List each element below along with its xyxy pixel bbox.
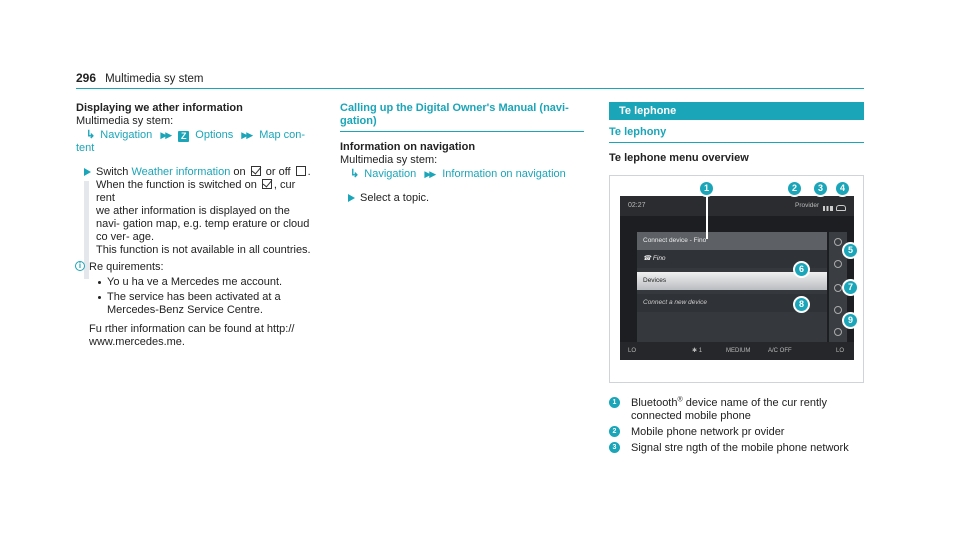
- info-nav-step: [340, 192, 584, 205]
- keypad-icon: [834, 306, 842, 314]
- search-icon: [834, 238, 842, 246]
- display-screen: [620, 196, 854, 360]
- handset-icon: [834, 260, 842, 268]
- checkbox-on-icon: [251, 166, 261, 176]
- status-bar: [620, 196, 854, 216]
- legend: [609, 397, 864, 455]
- path-arrow-icon: ↳: [350, 168, 360, 180]
- callout-3: 3: [812, 180, 829, 197]
- callout-7: 7: [842, 279, 859, 296]
- legend-text: device name of the cur rently connected mobile phone: [631, 397, 827, 422]
- step-text: on: [230, 166, 249, 178]
- menu-title: Connect device - Fino: [637, 232, 827, 250]
- step-text: Select a topic.: [360, 192, 430, 204]
- callout-6: 6: [793, 261, 810, 278]
- path-information-on-navigation[interactable]: Information on navigation: [442, 168, 566, 180]
- menu-item-label: Fino: [652, 255, 666, 262]
- weather-menu-path: [76, 128, 314, 143]
- signal-icon: [823, 206, 833, 211]
- weather-step: [76, 166, 314, 257]
- page-number: 296: [76, 71, 97, 85]
- callout-5: 5: [842, 242, 859, 259]
- callout-8: 8: [793, 296, 810, 313]
- provider-label: Provider: [795, 202, 820, 209]
- step-text: Switch: [96, 166, 132, 178]
- ac-status: A/C OFF: [768, 348, 792, 354]
- section-rule: [340, 131, 584, 132]
- legend-text: Signal stre ngth of the mobile phone network: [631, 442, 849, 454]
- section-title: Multimedia sy stem: [105, 73, 204, 85]
- step-arrow-icon: [348, 194, 355, 202]
- weather-heading: Displaying we ather information: [76, 102, 243, 114]
- checkbox-off-icon: [296, 166, 306, 176]
- path-map-content-cont[interactable]: tent: [76, 142, 95, 154]
- blower-setting: MEDIUM: [726, 348, 751, 354]
- info-icon: i: [75, 261, 85, 271]
- legend-item: [609, 426, 864, 439]
- step-text: When the function is switched on: [96, 179, 260, 191]
- legend-badge: 1: [609, 397, 620, 408]
- telephony-heading: Te lephony: [609, 126, 667, 138]
- registered-mark: ®: [677, 396, 683, 404]
- legend-item: [609, 442, 864, 455]
- list-item: Yo u ha ve a Mercedes me account.: [76, 276, 314, 289]
- settings-icon: [834, 328, 842, 336]
- info-nav-heading: Information on navigation: [340, 141, 476, 153]
- telephone-menu: [637, 232, 827, 342]
- step-text: .: [307, 166, 311, 178]
- weather-intro: Multimedia sy stem:: [76, 115, 174, 127]
- owners-manual-section: [340, 102, 584, 205]
- header-rule: [76, 88, 864, 89]
- telephone-screenshot: [609, 175, 864, 383]
- requirements: [76, 261, 314, 274]
- menu-item-devices[interactable]: Devices: [637, 272, 827, 290]
- weather-information-link[interactable]: Weather information: [131, 166, 231, 178]
- step-note: This function is not available in all countries.: [96, 244, 311, 256]
- callout-line: [706, 194, 708, 239]
- climate-left: LO: [628, 348, 637, 354]
- owners-manual-heading: Calling up the Digital Owner's Manual (navi‐ gation): [340, 102, 569, 127]
- path-arrow-icon: ↳: [86, 129, 96, 141]
- step-text: , cur rent: [96, 179, 296, 204]
- phone-icon: ☎: [643, 255, 653, 262]
- contacts-icon: [834, 284, 842, 292]
- options-icon: Z: [178, 131, 189, 142]
- telephone-section: [609, 102, 864, 455]
- menu-item-connect-new[interactable]: Connect a new device: [637, 294, 827, 312]
- climate-right: LO: [836, 348, 845, 354]
- car-icon: [836, 205, 846, 211]
- step-text: or off: [262, 166, 294, 178]
- legend-text: Mobile phone network pr ovider: [631, 426, 785, 438]
- double-chevron-icon: ▶▶: [424, 169, 435, 179]
- callout-1: 1: [698, 180, 715, 197]
- double-chevron-icon: ▶▶: [160, 130, 171, 140]
- checkbox-on-icon: [262, 179, 272, 189]
- path-options[interactable]: Options: [195, 129, 234, 141]
- further-info: Fu rther information can be found at http:// www.mercedes.me.: [89, 323, 295, 348]
- callout-9: 9: [842, 312, 859, 329]
- callout-2: 2: [786, 180, 803, 197]
- legend-badge: 3: [609, 442, 620, 453]
- requirements-label: Re quirements:: [89, 261, 164, 273]
- step-arrow-icon: [84, 168, 91, 176]
- path-navigation[interactable]: Navigation: [100, 129, 153, 141]
- weather-section: [76, 102, 314, 349]
- path-navigation[interactable]: Navigation: [364, 168, 417, 180]
- section-rule: [609, 142, 864, 143]
- info-nav-menu-path: [340, 167, 584, 182]
- legend-badge: 2: [609, 426, 620, 437]
- page-header: [76, 72, 864, 88]
- double-chevron-icon: ▶▶: [241, 130, 252, 140]
- step-description: we ather information is displayed on the navi‐ gation map, e.g. temp erature or cloud co ver‐ age.: [96, 205, 310, 243]
- legend-item: [609, 397, 864, 423]
- path-map-content[interactable]: Map con‐: [259, 129, 306, 141]
- clock: 02:27: [628, 202, 646, 209]
- climate-bar: [620, 342, 854, 360]
- menu-overview-heading: Te lephone menu overview: [609, 152, 749, 164]
- telephone-bar: Te lephone: [609, 102, 864, 120]
- callout-4: 4: [834, 180, 851, 197]
- info-nav-intro: Multimedia sy stem:: [340, 154, 438, 166]
- fan-level: ✱ 1: [692, 348, 703, 354]
- legend-text: Bluetooth: [631, 397, 678, 409]
- list-item: The service has been activated at a Mercedes-Benz Service Centre.: [76, 291, 314, 317]
